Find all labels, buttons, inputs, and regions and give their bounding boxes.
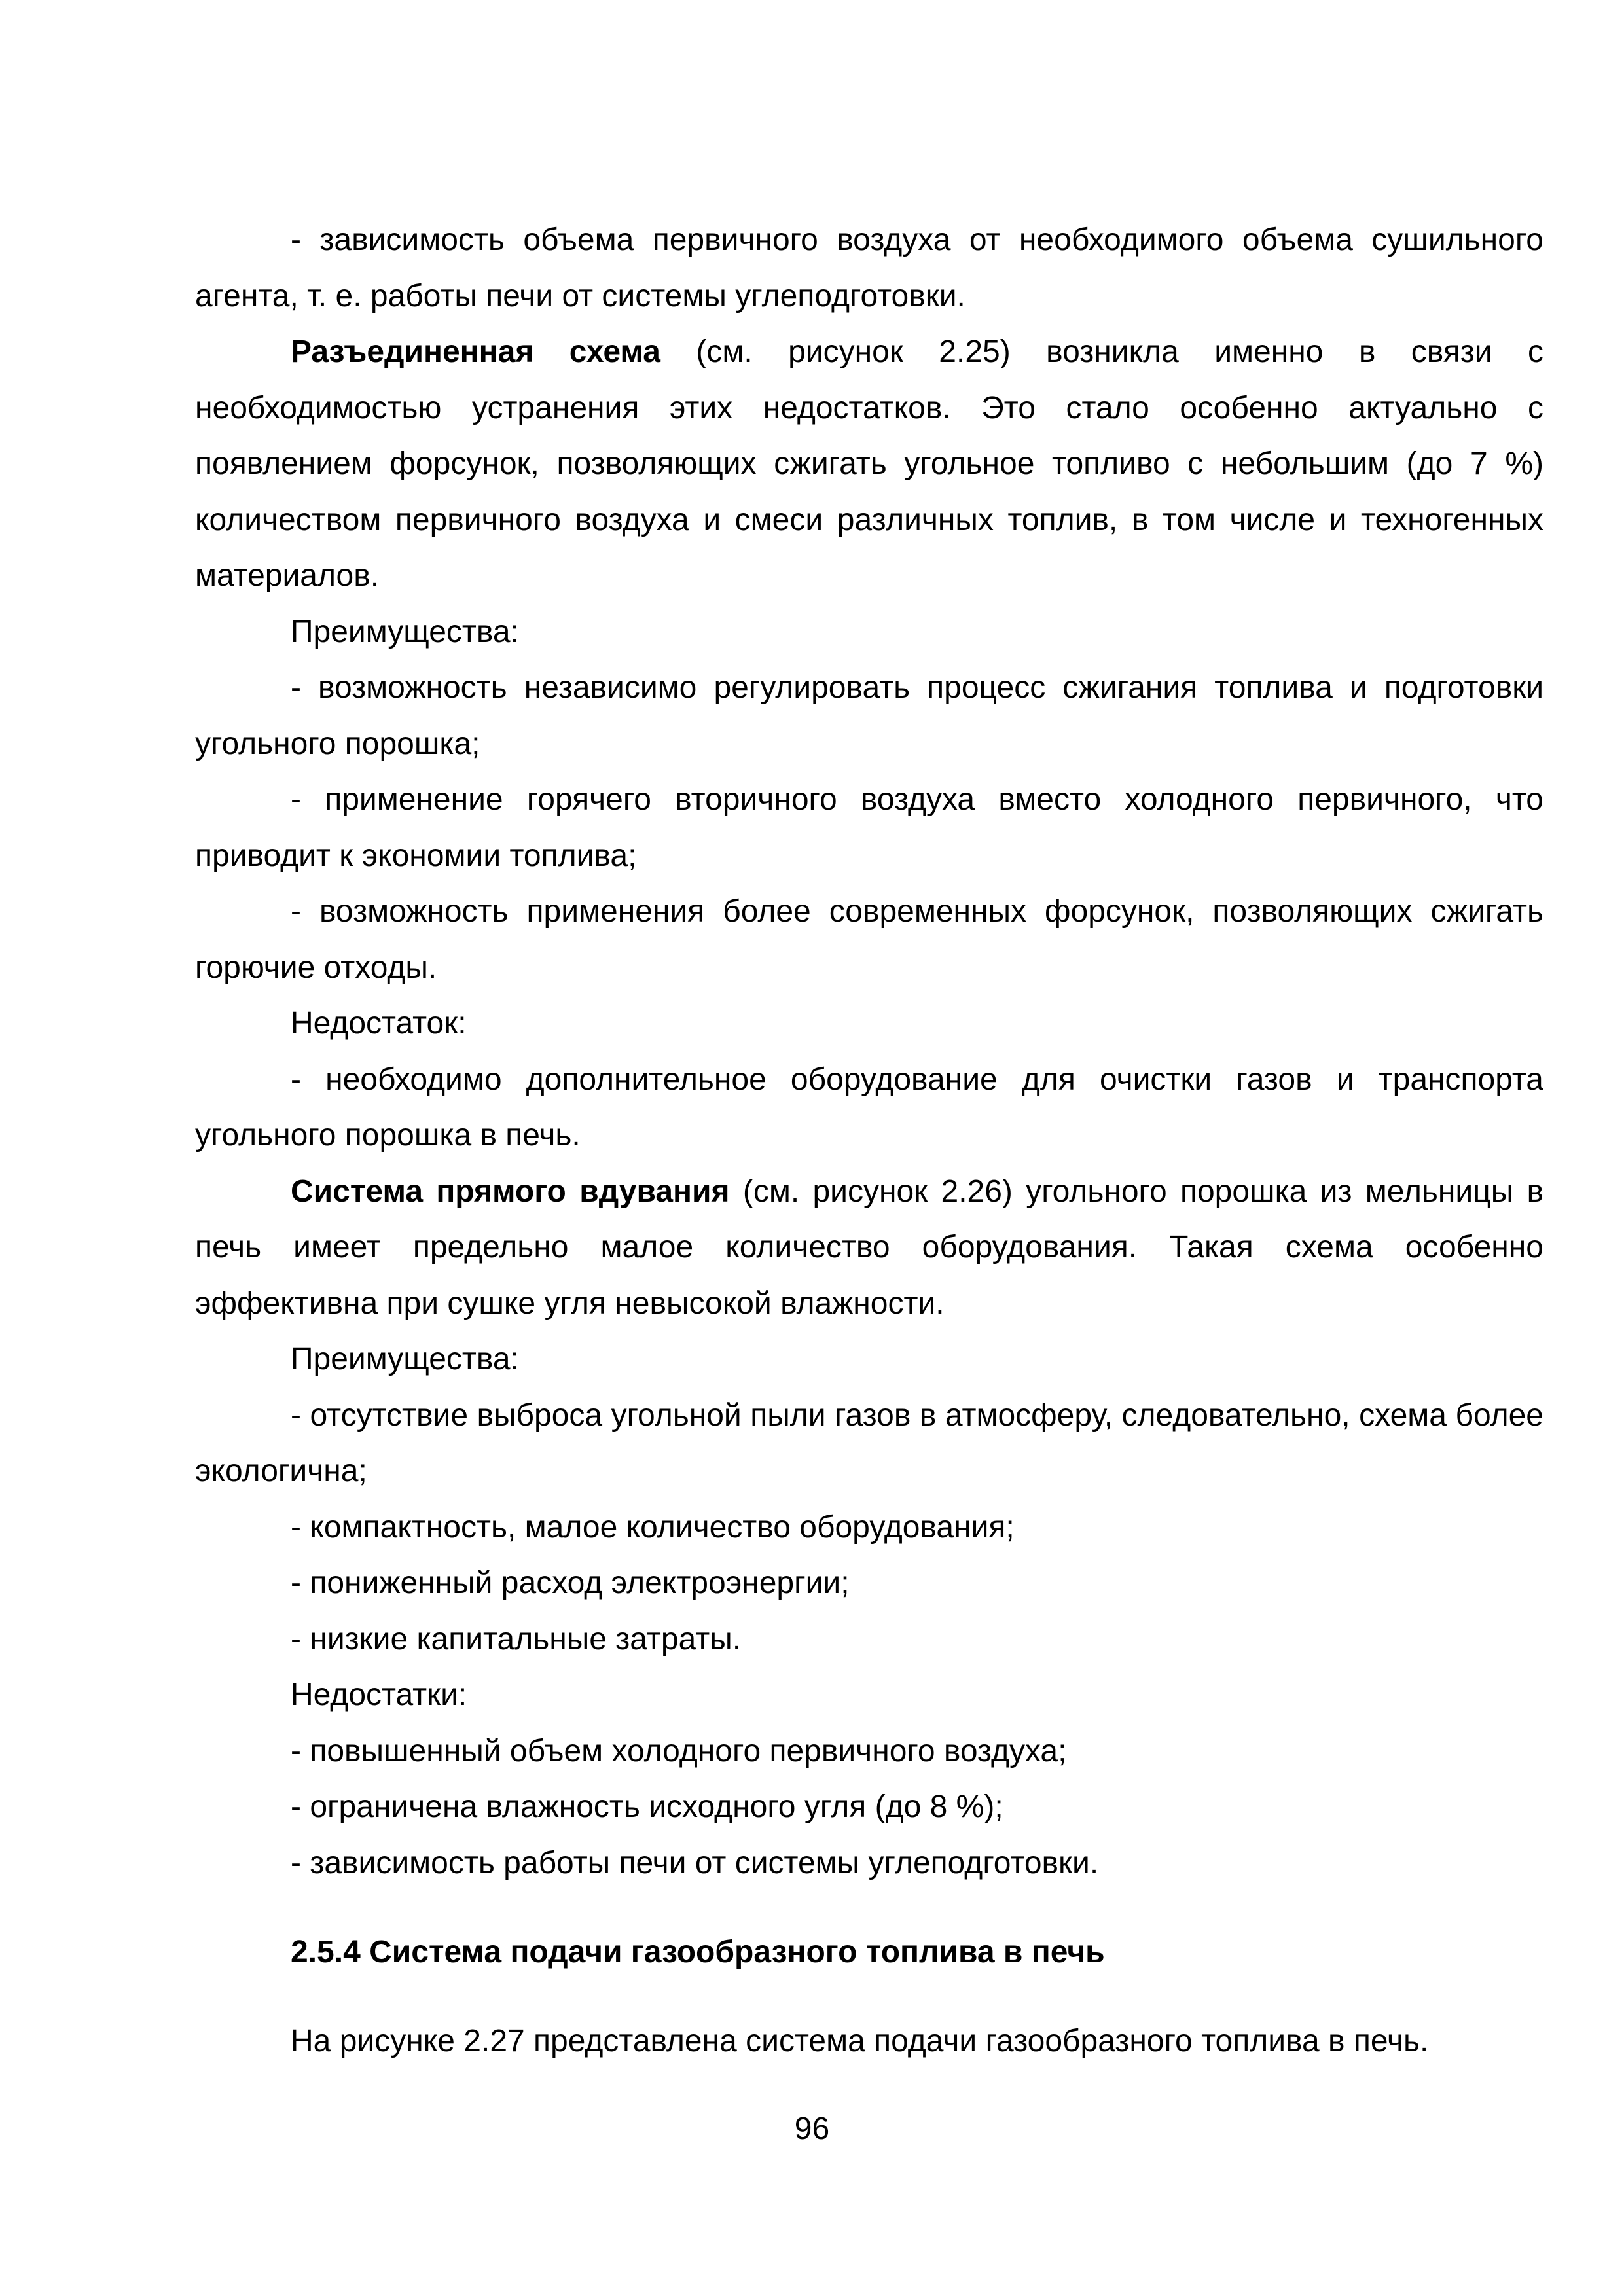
paragraph — [195, 212, 1543, 324]
paragraph-text: - компактность, малое количество оборудования; — [291, 1509, 1015, 1545]
paragraph — [195, 324, 1543, 604]
paragraph-text: - зависимость объема первичного воздуха от необходимого объема сушильного агента, т. е. работы печи от системы углеподготовки. — [195, 223, 1543, 314]
paragraph — [195, 884, 1543, 996]
paragraph — [195, 1331, 1543, 1388]
page-body — [195, 212, 1543, 2069]
paragraph — [195, 1611, 1543, 1668]
paragraph-text: Преимущества: — [291, 1342, 519, 1376]
paragraph — [195, 1779, 1543, 1835]
page-number: 96 — [794, 2111, 830, 2146]
paragraph-text: - возможность независимо регулировать процесс сжигания топлива и подготовки угольного порошка; — [195, 670, 1543, 761]
paragraph-lead: Разъединенная схема — [291, 334, 660, 369]
paragraph — [195, 1723, 1543, 1780]
paragraph — [195, 604, 1543, 660]
paragraph — [195, 1499, 1543, 1556]
paragraph-text: (см. рисунок 2.25) возникла именно в связи с необходимостью устранения этих недостатков. Это стало особенно актуально с появлением форсунок, позволяющих сжигать угольное топливо с небольшим (до 7 %) количеством первичного воздуха и смеси различных топлив, в том числе и техногенных материалов. — [195, 334, 1543, 593]
paragraph — [195, 1052, 1543, 1164]
paragraph — [195, 660, 1543, 772]
paragraph-text: - зависимость работы печи от системы углеподготовки. — [291, 1845, 1099, 1880]
paragraph-text: - отсутствие выброса угольной пыли газов в атмосферу, следовательно, схема более экологична; — [195, 1397, 1543, 1488]
paragraph-text: Недостатки: — [291, 1677, 467, 1712]
paragraph-text: - возможность применения более современных форсунок, позволяющих сжигать горючие отходы. — [195, 894, 1543, 985]
paragraph-text: - низкие капитальные затраты. — [291, 1621, 742, 1657]
paragraph — [195, 2013, 1543, 2070]
paragraph-text: (см. рисунок 2.26) угольного порошка из мельницы в печь имеет предельно малое количество оборудования. Такая схема особенно эффективна при сушке угля невысокой влажности. — [195, 1174, 1544, 1321]
paragraph-text: - применение горячего вторичного воздуха вместо холодного первичного, что приводит к экономии топлива; — [195, 782, 1543, 873]
paragraph-text: На рисунке 2.27 представлена система подачи газообразного топлива в печь. — [291, 2023, 1429, 2058]
paragraph-lead: Система прямого вдувания — [291, 1174, 730, 1209]
paragraph-text: - ограничена влажность исходного угля (до 8 %); — [291, 1789, 1003, 1824]
paragraph-text: - необходимо дополнительное оборудование для очистки газов и транспорта угольного порошка в печь. — [195, 1062, 1543, 1153]
paragraph-text: Преимущества: — [291, 614, 519, 649]
paragraph — [195, 772, 1543, 884]
paragraph — [195, 996, 1543, 1052]
section-heading: 2.5.4 Система подачи газообразного топлива в печь — [291, 1935, 1105, 1969]
paragraph — [195, 1164, 1543, 1332]
paragraph — [195, 1388, 1543, 1499]
paragraph — [195, 1667, 1543, 1723]
paragraph — [195, 1555, 1543, 1611]
paragraph-text: - пониженный расход электроэнергии; — [291, 1566, 850, 1600]
paragraph-text: - повышенный объем холодного первичного воздуха; — [291, 1733, 1067, 1768]
paragraph-text: Недостаток: — [291, 1006, 467, 1041]
paragraph — [195, 1835, 1543, 1892]
